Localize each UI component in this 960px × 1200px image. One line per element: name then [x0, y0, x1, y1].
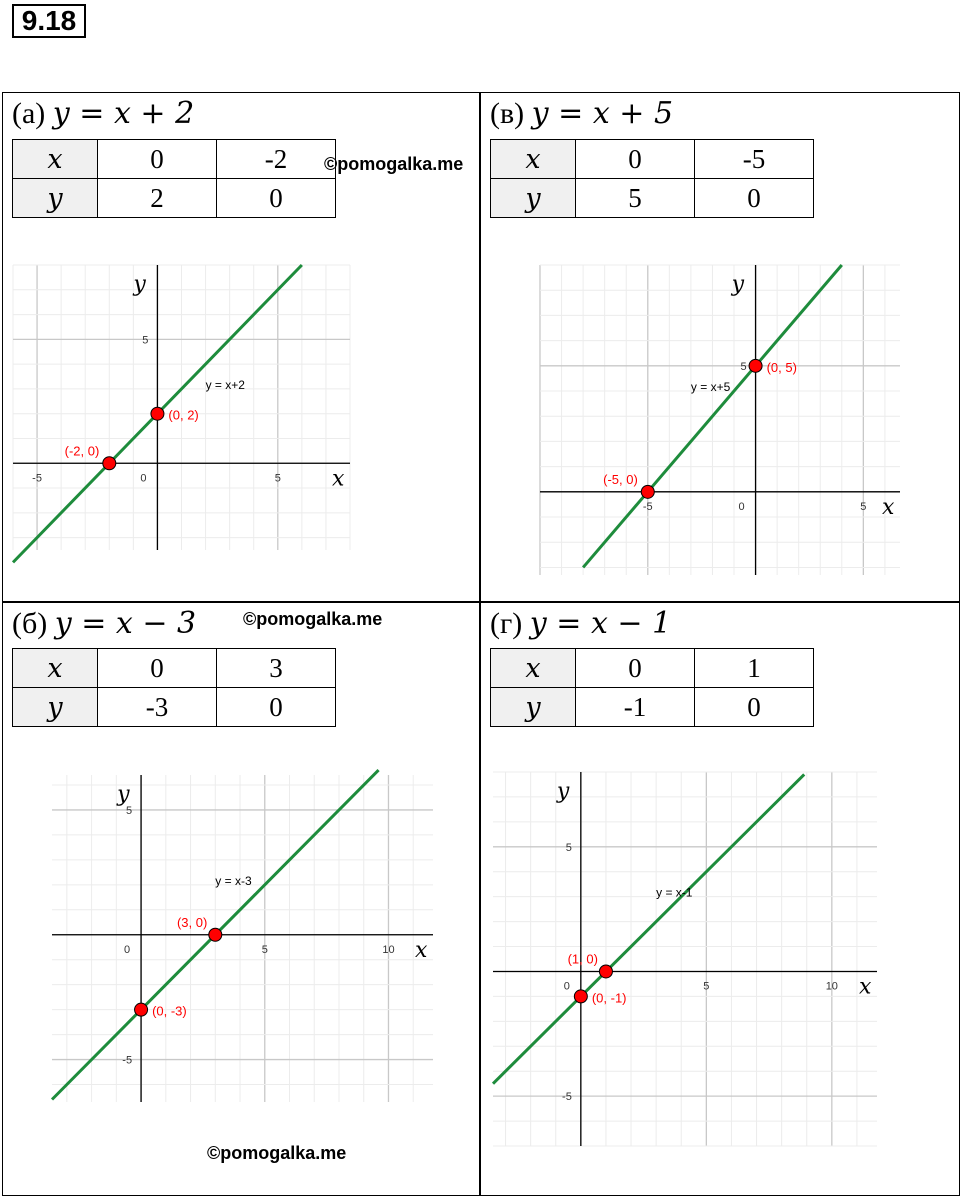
value-table-v — [490, 139, 814, 218]
table-header-y: y — [13, 179, 98, 218]
panel-label-g: (г) — [490, 607, 523, 640]
x-tick-label: 5 — [261, 943, 268, 956]
y-tick-label: -5 — [562, 1091, 572, 1104]
y-tick-label: -5 — [122, 1054, 133, 1067]
table-cell: -3 — [98, 688, 217, 727]
x-axis-label: x — [415, 937, 428, 963]
x-axis-label: x — [859, 974, 872, 1000]
value-table-b — [12, 648, 336, 727]
x-tick-label: 5 — [274, 472, 281, 485]
data-point — [749, 359, 762, 372]
panel-label-b: (б) — [12, 607, 48, 640]
x-tick-label: -5 — [32, 472, 42, 485]
equation-text-v: y = x + 5 — [531, 96, 674, 131]
table-cell: 1 — [695, 649, 814, 688]
x-tick-label: -5 — [642, 500, 653, 513]
equation-b — [12, 606, 196, 641]
table-cell: -5 — [695, 140, 814, 179]
chart-v — [540, 265, 900, 575]
table-cell: 0 — [98, 140, 217, 179]
point-label: (1, 0) — [567, 951, 598, 967]
x-axis-label: x — [882, 494, 895, 520]
value-table-g — [490, 648, 814, 727]
data-point — [599, 965, 612, 978]
x-tick-label: 5 — [860, 500, 867, 513]
table-cell: -1 — [576, 688, 695, 727]
line-label: y = x+5 — [690, 380, 731, 395]
data-point — [151, 407, 164, 420]
data-point — [209, 928, 222, 941]
y-tick-label: 5 — [740, 360, 747, 373]
table-cell: 3 — [217, 649, 336, 688]
table-header-y: y — [491, 688, 576, 727]
table-cell: 0 — [98, 649, 217, 688]
panel-divider-vertical — [479, 92, 481, 1196]
x-tick-label: 0 — [738, 500, 745, 513]
equation-v — [490, 96, 673, 131]
watermark: ©pomogalka.me — [324, 154, 464, 174]
x-tick-label: 0 — [124, 943, 131, 956]
data-point — [574, 990, 587, 1003]
line-label: y = x-1 — [656, 885, 693, 900]
line-label: y = x+2 — [205, 377, 245, 392]
point-label: (0, 5) — [766, 359, 797, 375]
table-cell: 0 — [217, 688, 336, 727]
line-label: y = x-3 — [215, 873, 252, 888]
equation-a — [12, 96, 194, 131]
point-label: (-5, 0) — [603, 471, 638, 487]
y-tick-label: 5 — [142, 334, 149, 347]
equation-text-b: y = x − 3 — [54, 606, 197, 641]
point-label: (0, 2) — [168, 407, 199, 423]
y-tick-label: 5 — [125, 804, 133, 817]
data-point — [641, 485, 654, 498]
problem-number: 9.18 — [12, 4, 86, 38]
table-cell: 0 — [576, 140, 695, 179]
point-label: (-2, 0) — [64, 443, 100, 459]
panel-label-a: (а) — [12, 97, 46, 130]
table-header-x: x — [13, 140, 98, 179]
table-header-y: y — [491, 179, 576, 218]
equation-g — [490, 606, 671, 641]
value-table-a — [12, 139, 336, 218]
x-tick-label: 0 — [140, 472, 147, 485]
x-tick-label: 10 — [825, 980, 838, 993]
watermark: ©pomogalka.me — [207, 1143, 347, 1163]
equation-text-g: y = x − 1 — [529, 606, 672, 641]
y-axis-label: y — [117, 782, 130, 807]
table-header-y: y — [13, 688, 98, 727]
point-label: (3, 0) — [176, 914, 208, 930]
table-cell: 0 — [695, 179, 814, 218]
chart-g — [493, 772, 877, 1146]
chart-b — [52, 775, 433, 1102]
x-tick-label: 0 — [563, 980, 570, 993]
table-cell: 2 — [98, 179, 217, 218]
panel-label-v: (в) — [490, 97, 525, 130]
chart-a — [13, 265, 350, 550]
table-header-x: x — [13, 649, 98, 688]
data-point — [103, 457, 116, 470]
table-cell: 0 — [217, 179, 336, 218]
x-axis-label: x — [332, 466, 345, 492]
data-point — [135, 1003, 148, 1016]
table-cell: 0 — [695, 688, 814, 727]
x-tick-label: 10 — [382, 943, 395, 956]
table-cell: -2 — [217, 140, 336, 179]
equation-text-a: y = x + 2 — [52, 96, 195, 131]
y-axis-label: y — [731, 272, 745, 297]
table-cell: 0 — [576, 649, 695, 688]
watermark: ©pomogalka.me — [243, 609, 383, 629]
y-axis-label: y — [556, 779, 570, 804]
table-cell: 5 — [576, 179, 695, 218]
table-header-x: x — [491, 140, 576, 179]
y-axis-label: y — [133, 272, 146, 297]
function-line — [493, 774, 804, 1083]
panel-divider-horizontal — [2, 601, 960, 603]
point-label: (0, -3) — [152, 1003, 187, 1019]
point-label: (0, -1) — [591, 990, 627, 1006]
y-tick-label: 5 — [565, 841, 572, 854]
x-tick-label: 5 — [703, 980, 710, 993]
table-header-x: x — [491, 649, 576, 688]
